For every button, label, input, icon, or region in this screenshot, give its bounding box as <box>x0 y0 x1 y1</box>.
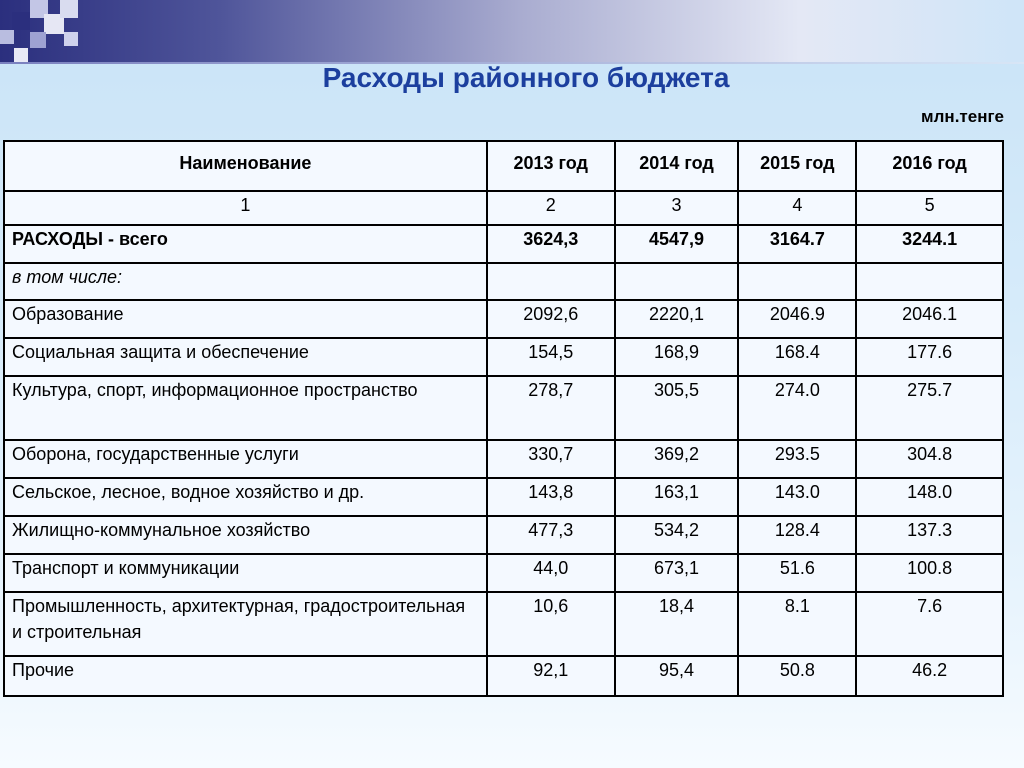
table-row <box>4 300 1003 338</box>
cell-value: 137.3 <box>856 516 1003 554</box>
cell-value: 95,4 <box>615 656 739 696</box>
cell-value: 177.6 <box>856 338 1003 376</box>
square-decoration <box>12 12 30 30</box>
cell-value: 293.5 <box>738 440 856 478</box>
cell-value: 50.8 <box>738 656 856 696</box>
column-number-row <box>4 191 1003 225</box>
row-name: Прочие <box>4 656 487 696</box>
row-name: Транспорт и коммуникации <box>4 554 487 592</box>
table-row-total <box>4 225 1003 263</box>
table-row <box>4 656 1003 696</box>
header-2013: 2013 год <box>487 141 615 191</box>
cell-value: 7.6 <box>856 592 1003 656</box>
cell-value: 168.4 <box>738 338 856 376</box>
cell-value: 3244.1 <box>856 225 1003 263</box>
table-row <box>4 516 1003 554</box>
column-number: 3 <box>615 191 739 225</box>
header-name: Наименование <box>4 141 487 191</box>
cell-value <box>856 263 1003 300</box>
column-number: 5 <box>856 191 1003 225</box>
cell-value: 154,5 <box>487 338 615 376</box>
table-row <box>4 478 1003 516</box>
cell-value: 2046.9 <box>738 300 856 338</box>
cell-value: 148.0 <box>856 478 1003 516</box>
budget-table <box>3 140 1004 697</box>
cell-value: 534,2 <box>615 516 739 554</box>
header-bar <box>0 0 1024 62</box>
cell-value: 274.0 <box>738 376 856 440</box>
cell-value: 673,1 <box>615 554 739 592</box>
cell-value: 3164.7 <box>738 225 856 263</box>
column-number: 1 <box>4 191 487 225</box>
row-name: Оборона, государственные услуги <box>4 440 487 478</box>
header-2016: 2016 год <box>856 141 1003 191</box>
cell-value: 128.4 <box>738 516 856 554</box>
square-decoration <box>64 32 78 46</box>
cell-value: 278,7 <box>487 376 615 440</box>
cell-value: 10,6 <box>487 592 615 656</box>
cell-value: 100.8 <box>856 554 1003 592</box>
cell-value: 305,5 <box>615 376 739 440</box>
cell-value: 163,1 <box>615 478 739 516</box>
table-row <box>4 338 1003 376</box>
cell-value: 51.6 <box>738 554 856 592</box>
row-name: Сельское, лесное, водное хозяйство и др. <box>4 478 487 516</box>
row-name: Промышленность, архитектурная, градостроительная и строительная <box>4 592 487 656</box>
header-row <box>4 141 1003 191</box>
cell-value: 143.0 <box>738 478 856 516</box>
header-2015: 2015 год <box>738 141 856 191</box>
table-row <box>4 440 1003 478</box>
cell-value: 275.7 <box>856 376 1003 440</box>
row-name: Культура, спорт, информационное пространство <box>4 376 487 440</box>
cell-value: 92,1 <box>487 656 615 696</box>
cell-value: 168,9 <box>615 338 739 376</box>
row-name: РАСХОДЫ - всего <box>4 225 487 263</box>
cell-value: 2220,1 <box>615 300 739 338</box>
cell-value: 3624,3 <box>487 225 615 263</box>
page-title: Расходы районного бюджета <box>322 62 730 93</box>
cell-value <box>487 263 615 300</box>
square-decoration <box>0 30 14 44</box>
row-name: в том числе: <box>4 263 487 300</box>
cell-value: 4547,9 <box>615 225 739 263</box>
header-2014: 2014 год <box>615 141 739 191</box>
cell-value: 369,2 <box>615 440 739 478</box>
square-decoration <box>60 0 78 18</box>
row-name: Жилищно-коммунальное хозяйство <box>4 516 487 554</box>
table-row <box>4 554 1003 592</box>
cell-value <box>738 263 856 300</box>
table-row <box>4 376 1003 440</box>
cell-value <box>615 263 739 300</box>
square-decoration <box>30 32 46 48</box>
cell-value: 143,8 <box>487 478 615 516</box>
cell-value: 330,7 <box>487 440 615 478</box>
cell-value: 2046.1 <box>856 300 1003 338</box>
table-row <box>4 592 1003 656</box>
column-number: 2 <box>487 191 615 225</box>
cell-value: 46.2 <box>856 656 1003 696</box>
table-row <box>4 263 1003 300</box>
column-number: 4 <box>738 191 856 225</box>
cell-value: 2092,6 <box>487 300 615 338</box>
cell-value: 304.8 <box>856 440 1003 478</box>
cell-value: 477,3 <box>487 516 615 554</box>
cell-value: 44,0 <box>487 554 615 592</box>
unit-label: млн.тенге <box>921 107 1004 126</box>
square-decoration <box>14 48 28 62</box>
row-name: Образование <box>4 300 487 338</box>
row-name: Социальная защита и обеспечение <box>4 338 487 376</box>
cell-value: 18,4 <box>615 592 739 656</box>
cell-value: 8.1 <box>738 592 856 656</box>
